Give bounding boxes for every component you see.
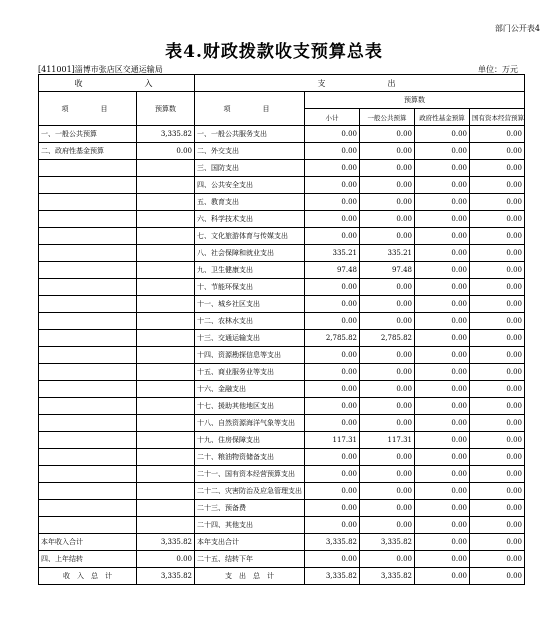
expense-item: 二十五、结转下年 [195, 551, 305, 568]
subtotal-value: 0.00 [305, 126, 360, 143]
table-row [39, 211, 525, 228]
state-capital-value: 0.00 [470, 330, 525, 347]
gov-fund-value: 0.00 [415, 245, 470, 262]
income-amount [137, 347, 195, 364]
general-budget-value: 97.48 [360, 262, 415, 279]
expense-item: 一、一般公共服务支出 [195, 126, 305, 143]
gov-fund-value: 0.00 [415, 483, 470, 500]
expense-item: 五、教育支出 [195, 194, 305, 211]
general-budget-value: 0.00 [360, 517, 415, 534]
expense-item: 十六、金融支出 [195, 381, 305, 398]
income-amount [137, 415, 195, 432]
expense-item: 十三、交通运输支出 [195, 330, 305, 347]
table-row [39, 381, 525, 398]
income-amount [137, 177, 195, 194]
gov-fund-value: 0.00 [415, 126, 470, 143]
expense-item: 二十三、预备费 [195, 500, 305, 517]
income-item [39, 194, 137, 211]
income-amount: 3,335.82 [137, 126, 195, 143]
gov-fund-value: 0.00 [415, 262, 470, 279]
income-amount [137, 330, 195, 347]
state-capital-value: 0.00 [470, 313, 525, 330]
income-item [39, 381, 137, 398]
income-item [39, 245, 137, 262]
subtotal-value: 0.00 [305, 194, 360, 211]
expense-item-header: 项 目 [195, 92, 305, 126]
income-item [39, 177, 137, 194]
general-budget-value: 0.00 [360, 143, 415, 160]
state-capital-value: 0.00 [470, 347, 525, 364]
income-amount [137, 398, 195, 415]
subtotal-value: 0.00 [305, 364, 360, 381]
state-capital-header: 国有资本经营预算 [470, 109, 525, 126]
subtotal-value: 0.00 [305, 228, 360, 245]
subtotal-value: 3,335.82 [305, 534, 360, 551]
state-capital-value: 0.00 [470, 517, 525, 534]
general-budget-value: 0.00 [360, 398, 415, 415]
general-budget-value: 0.00 [360, 415, 415, 432]
income-item [39, 466, 137, 483]
income-amount [137, 432, 195, 449]
state-capital-value: 0.00 [470, 143, 525, 160]
subtotal-value: 0.00 [305, 517, 360, 534]
income-amount [137, 160, 195, 177]
subtotal-value: 0.00 [305, 449, 360, 466]
table-row [39, 500, 525, 517]
general-budget-value: 0.00 [360, 126, 415, 143]
expense-item: 三、国防支出 [195, 160, 305, 177]
subtotal-value: 0.00 [305, 551, 360, 568]
state-capital-value: 0.00 [470, 160, 525, 177]
subtotal-value: 0.00 [305, 415, 360, 432]
general-budget-value: 0.00 [360, 364, 415, 381]
state-capital-value: 0.00 [470, 245, 525, 262]
general-budget-value: 0.00 [360, 466, 415, 483]
state-capital-value: 0.00 [470, 364, 525, 381]
gov-fund-value: 0.00 [415, 398, 470, 415]
general-budget-value: 0.00 [360, 313, 415, 330]
subtotal-value: 335.21 [305, 245, 360, 262]
subtotal-value: 2,785.82 [305, 330, 360, 347]
general-budget-value: 2,785.82 [360, 330, 415, 347]
table-row [39, 160, 525, 177]
income-item [39, 398, 137, 415]
subtotal-value: 0.00 [305, 347, 360, 364]
gov-fund-value: 0.00 [415, 500, 470, 517]
general-budget-value: 0.00 [360, 211, 415, 228]
income-amount [137, 466, 195, 483]
expense-item: 九、卫生健康支出 [195, 262, 305, 279]
unit-label: 单位：万元 [478, 65, 518, 74]
table-row [39, 517, 525, 534]
expense-item: 六、科学技术支出 [195, 211, 305, 228]
table-row [39, 228, 525, 245]
income-amount [137, 211, 195, 228]
subtotal-value: 0.00 [305, 177, 360, 194]
general-budget-header: 一般公共预算 [360, 109, 415, 126]
gov-fund-value: 0.00 [415, 194, 470, 211]
income-item [39, 296, 137, 313]
income-item [39, 211, 137, 228]
state-capital-value: 0.00 [470, 228, 525, 245]
table-row [39, 398, 525, 415]
income-total-label: 收 入 总 计 [39, 568, 137, 585]
expense-item: 二十一、国有资本经营预算支出 [195, 466, 305, 483]
income-item [39, 313, 137, 330]
table-row [39, 330, 525, 347]
subtotal-value: 0.00 [305, 211, 360, 228]
expense-item: 七、文化旅游体育与传媒支出 [195, 228, 305, 245]
income-header: 收 入 [39, 75, 195, 92]
table-row [39, 143, 525, 160]
income-total-amount: 3,335.82 [137, 568, 195, 585]
general-budget-value: 0.00 [360, 296, 415, 313]
table-row [39, 449, 525, 466]
general-budget-value: 335.21 [360, 245, 415, 262]
table-row [39, 347, 525, 364]
expense-item: 十八、自然资源海洋气象等支出 [195, 415, 305, 432]
state-capital-value: 0.00 [470, 194, 525, 211]
general-budget-value: 0.00 [360, 381, 415, 398]
table-row [39, 534, 525, 551]
expense-item: 十二、农林水支出 [195, 313, 305, 330]
income-item [39, 483, 137, 500]
gov-fund-value: 0.00 [415, 296, 470, 313]
table-row [39, 279, 525, 296]
income-amount [137, 262, 195, 279]
expense-total-label: 支 出 总 计 [195, 568, 305, 585]
budget-table [38, 74, 525, 585]
expense-item: 二、外交支出 [195, 143, 305, 160]
gov-fund-value: 0.00 [415, 534, 470, 551]
state-capital-value: 0.00 [470, 449, 525, 466]
income-amount [137, 228, 195, 245]
income-amount [137, 296, 195, 313]
subtotal-value: 0.00 [305, 160, 360, 177]
state-capital-value: 0.00 [470, 211, 525, 228]
gov-fund-value: 0.00 [415, 364, 470, 381]
gov-fund-value: 0.00 [415, 160, 470, 177]
subtotal-value: 0.00 [305, 483, 360, 500]
income-item [39, 330, 137, 347]
table-row [39, 466, 525, 483]
subtotal-value: 97.48 [305, 262, 360, 279]
table-row [39, 177, 525, 194]
state-capital-value: 0.00 [470, 432, 525, 449]
gov-fund-value: 0.00 [415, 551, 470, 568]
expense-item: 八、社会保障和就业支出 [195, 245, 305, 262]
income-item: 本年收入合计 [39, 534, 137, 551]
gov-fund-value: 0.00 [415, 313, 470, 330]
state-capital-value: 0.00 [470, 551, 525, 568]
income-item [39, 432, 137, 449]
gov-fund-header: 政府性基金预算 [415, 109, 470, 126]
table-row [39, 126, 525, 143]
income-item-header: 项 目 [39, 92, 137, 126]
income-item: 四、上年结转 [39, 551, 137, 568]
table-row [39, 415, 525, 432]
state-capital-value: 0.00 [470, 177, 525, 194]
state-capital-value: 0.00 [470, 262, 525, 279]
general-budget-value: 0.00 [360, 228, 415, 245]
general-budget-value: 0.00 [360, 279, 415, 296]
general-budget-value: 117.31 [360, 432, 415, 449]
form-tag: 部门公开表4 [494, 24, 540, 33]
expense-item: 二十二、灾害防治及应急管理支出 [195, 483, 305, 500]
gov-fund-value: 0.00 [415, 228, 470, 245]
organization-label: [411001]淄博市张店区交通运输局 [38, 65, 163, 74]
income-amount [137, 364, 195, 381]
gov-fund-value: 0.00 [415, 143, 470, 160]
gov-fund-value: 0.00 [415, 415, 470, 432]
expense-item: 十五、商业服务业等支出 [195, 364, 305, 381]
state-capital-value: 0.00 [470, 398, 525, 415]
page-title: 表4.财政拨款收支预算总表 [165, 42, 383, 62]
income-item: 二、政府性基金预算 [39, 143, 137, 160]
grand-total-row [39, 568, 525, 585]
gov-fund-value: 0.00 [415, 449, 470, 466]
general-budget-value: 0.00 [360, 347, 415, 364]
gov-fund-value: 0.00 [415, 177, 470, 194]
gov-fund-value: 0.00 [415, 466, 470, 483]
table-row [39, 483, 525, 500]
gov-fund-value: 0.00 [415, 347, 470, 364]
general-budget-value: 0.00 [360, 194, 415, 211]
table-row [39, 262, 525, 279]
expense-item: 四、公共安全支出 [195, 177, 305, 194]
expense-total-state-capital: 0.00 [470, 568, 525, 585]
expense-item: 十、节能环保支出 [195, 279, 305, 296]
expense-header: 支 出 [195, 75, 525, 92]
general-budget-value: 0.00 [360, 160, 415, 177]
income-amount [137, 500, 195, 517]
income-item [39, 415, 137, 432]
expense-item: 十四、资源勘探信息等支出 [195, 347, 305, 364]
income-item [39, 517, 137, 534]
subtotal-value: 0.00 [305, 313, 360, 330]
subtotal-value: 0.00 [305, 296, 360, 313]
income-amount: 0.00 [137, 551, 195, 568]
state-capital-value: 0.00 [470, 279, 525, 296]
state-capital-value: 0.00 [470, 381, 525, 398]
gov-fund-value: 0.00 [415, 211, 470, 228]
income-item: 一、一般公共预算 [39, 126, 137, 143]
expense-item: 二十四、其他支出 [195, 517, 305, 534]
income-item [39, 228, 137, 245]
subtotal-value: 117.31 [305, 432, 360, 449]
income-amount-header: 预算数 [137, 92, 195, 126]
state-capital-value: 0.00 [470, 415, 525, 432]
income-amount [137, 313, 195, 330]
subtotal-value: 0.00 [305, 500, 360, 517]
state-capital-value: 0.00 [470, 500, 525, 517]
income-item [39, 160, 137, 177]
subtotal-value: 0.00 [305, 398, 360, 415]
income-amount [137, 194, 195, 211]
expense-item: 二十、粮油物资储备支出 [195, 449, 305, 466]
table-row [39, 432, 525, 449]
state-capital-value: 0.00 [470, 466, 525, 483]
table-row [39, 194, 525, 211]
income-amount [137, 279, 195, 296]
state-capital-value: 0.00 [470, 534, 525, 551]
state-capital-value: 0.00 [470, 296, 525, 313]
income-amount [137, 381, 195, 398]
expense-item: 本年支出合计 [195, 534, 305, 551]
table-row [39, 296, 525, 313]
gov-fund-value: 0.00 [415, 330, 470, 347]
state-capital-value: 0.00 [470, 126, 525, 143]
expense-item: 十九、住房保障支出 [195, 432, 305, 449]
income-amount: 3,335.82 [137, 534, 195, 551]
income-amount [137, 245, 195, 262]
income-item [39, 449, 137, 466]
subtotal-value: 0.00 [305, 143, 360, 160]
subtotal-header: 小计 [305, 109, 360, 126]
general-budget-value: 0.00 [360, 551, 415, 568]
expense-total-general: 3,335.82 [360, 568, 415, 585]
table-row [39, 313, 525, 330]
income-item [39, 279, 137, 296]
income-amount: 0.00 [137, 143, 195, 160]
income-item [39, 347, 137, 364]
gov-fund-value: 0.00 [415, 381, 470, 398]
general-budget-value: 0.00 [360, 483, 415, 500]
income-item [39, 364, 137, 381]
general-budget-value: 3,335.82 [360, 534, 415, 551]
expense-item: 十一、城乡社区支出 [195, 296, 305, 313]
income-item [39, 500, 137, 517]
subtotal-value: 0.00 [305, 381, 360, 398]
income-item [39, 262, 137, 279]
gov-fund-value: 0.00 [415, 279, 470, 296]
table-row [39, 364, 525, 381]
gov-fund-value: 0.00 [415, 517, 470, 534]
general-budget-value: 0.00 [360, 177, 415, 194]
income-amount [137, 517, 195, 534]
income-amount [137, 483, 195, 500]
expense-total-subtotal: 3,335.82 [305, 568, 360, 585]
subtotal-value: 0.00 [305, 279, 360, 296]
expense-total-gov-fund: 0.00 [415, 568, 470, 585]
gov-fund-value: 0.00 [415, 432, 470, 449]
table-row [39, 551, 525, 568]
budget-group-header: 预算数 [305, 92, 525, 109]
general-budget-value: 0.00 [360, 449, 415, 466]
general-budget-value: 0.00 [360, 500, 415, 517]
table-row [39, 245, 525, 262]
subtotal-value: 0.00 [305, 466, 360, 483]
expense-item: 十七、援助其他地区支出 [195, 398, 305, 415]
income-amount [137, 449, 195, 466]
state-capital-value: 0.00 [470, 483, 525, 500]
